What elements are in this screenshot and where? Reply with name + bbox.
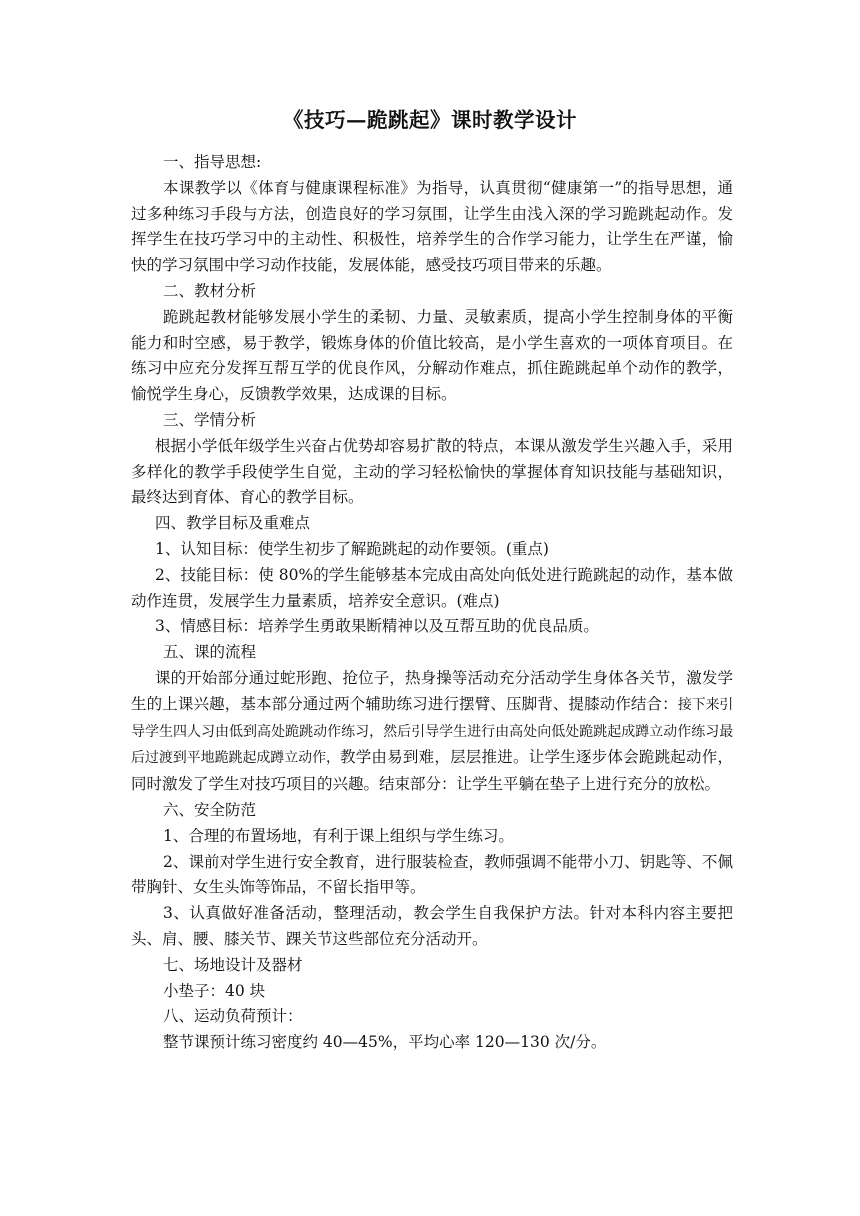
document-body: [131, 150, 733, 1056]
document-title: 《技巧—跪跳起》课时教学设计: [283, 108, 577, 132]
section-body-lesson-flow: [131, 666, 733, 798]
safety-item-1: 1、合理的布置场地，有利于课上组织与学生练习。: [163, 826, 514, 845]
goal-item-cognitive: 1、认知目标：使学生初步了解跪跳起的动作要领。(重点): [155, 539, 549, 558]
goal-item-emotional: 3、情感目标：培养学生勇敢果断精神以及互帮互助的优良品质。: [155, 617, 599, 636]
goal-item-skill: 2、技能目标：使 80%的学生能够基本完成由高处向低处进行跪跳起的动作，基本做动作连贯，发展学生力量素质，培养安全意识。(难点): [131, 565, 733, 610]
safety-item-2: 2、课前对学生进行安全教育，进行服装检查，教师强调不能带小刀、钥匙等、不佩带胸针、女生头饰等饰品，不留长指甲等。: [131, 852, 733, 897]
section-body-guiding-ideology: 本课教学以《体育与健康课程标准》为指导，认真贯彻“健康第一”的指导思想，通过多种练习手段与方法，创造良好的学习氛围，让学生由浅入深的学习跪跳起动作。发挥学生在技巧学习中的主动性、积极性，培养学生的合作学习能力，让学生在严谨，愉快的学习氛围中学习动作技能，发展体能，感受技巧项目带来的乐趣。: [131, 178, 733, 275]
section-heading-material-analysis: 二、教材分析: [163, 281, 257, 300]
section-heading-safety: 六、安全防范: [163, 800, 257, 819]
section-body-student-analysis: 根据小学低年级学生兴奋占优势却容易扩散的特点，本课从激发学生兴趣入手，采用多样化的教学手段使学生自觉，主动的学习轻松愉快的掌握体育知识技能与基础知识，最终达到育体、育心的教学目标。: [131, 436, 733, 507]
safety-item-3: 3、认真做好准备活动，整理活动，教会学生自我保护方法。针对本科内容主要把头、肩、腰、膝关节、踝关节这些部位充分活动开。: [131, 904, 733, 948]
section-heading-teaching-goals: 四、教学目标及重难点: [155, 514, 311, 533]
lesson-flow-text-part-2: 接下来引导学生四人习由低到高处跪跳动作练习，然后引导学生进行由高处向低处跪跳起成蹲立动作练习最后过渡到平地跪跳起成蹲立动作，: [131, 696, 733, 767]
section-body-venue-equipment: 小垫子：40 块: [163, 981, 266, 1000]
section-heading-student-analysis: 三、学情分析: [163, 410, 257, 429]
section-body-exercise-load: 整节课预计练习密度约 40—45%，平均心率 120—130 次/分。: [163, 1033, 607, 1052]
section-heading-exercise-load: 八、运动负荷预计：: [163, 1007, 303, 1026]
section-heading-lesson-flow: 五、课的流程: [163, 643, 257, 662]
lesson-flow-text-part-1: 课的开始部分通过蛇形跑、抢位子，热身操等活动充分活动学生身体各关节，激发学生的上课兴趣，基本部分通过两个辅助练习进行摆臂、压脚背、提膝动作结合：: [131, 668, 733, 713]
section-heading-venue-equipment: 七、场地设计及器材: [163, 955, 303, 974]
section-body-material-analysis: 跪跳起教材能够发展小学生的柔韧、力量、灵敏素质，提高小学生控制身体的平衡能力和时空感，易于教学，锻炼身体的价值比较高，是小学生喜欢的一项体育项目。在练习中应充分发挥互帮互学的优良作风，分解动作难点，抓住跪跳起单个动作的教学，愉悦学生身心，反馈教学效果，达成课的目标。: [131, 307, 733, 404]
section-heading-guiding-ideology: 一、指导思想:: [163, 153, 262, 171]
lesson-flow-text-part-3: 教学由易到难，层层推进。让学生逐步体会跪跳起动作，同时激发了学生对技巧项目的兴趣。结束部分：让学生平躺在垫子上进行充分的放松。: [131, 748, 733, 794]
